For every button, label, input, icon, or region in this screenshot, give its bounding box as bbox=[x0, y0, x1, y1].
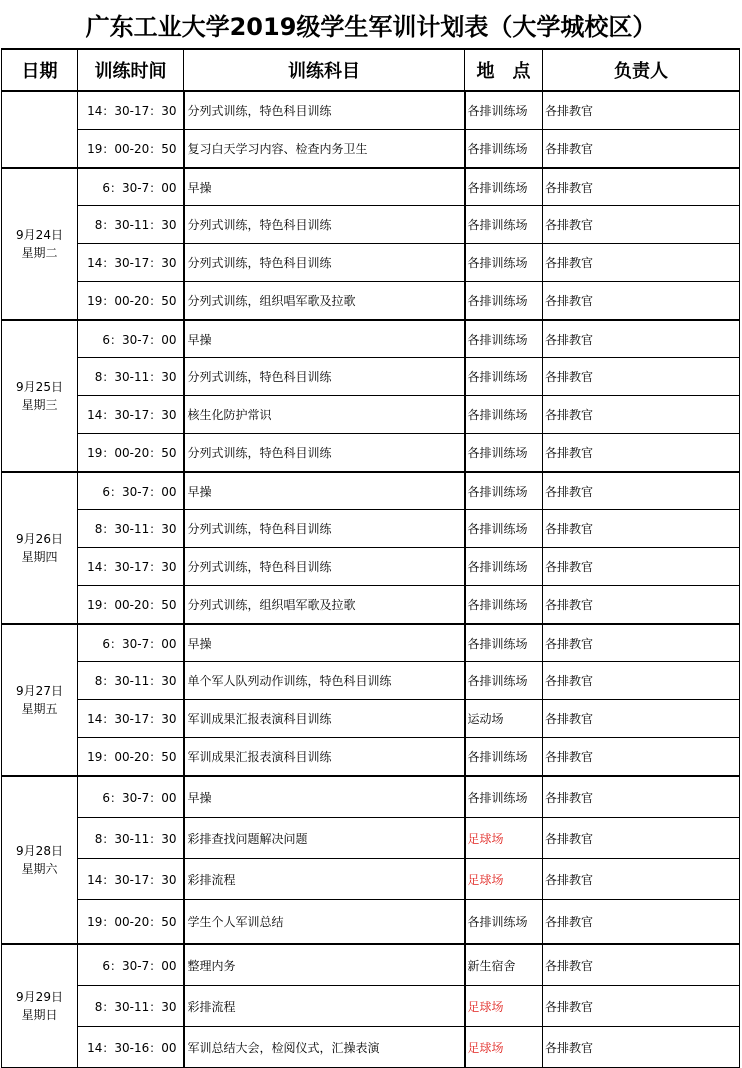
responsible-cell: 各排教官 bbox=[543, 818, 740, 859]
subject-cell: 军训成果汇报表演科目训练 bbox=[184, 738, 465, 777]
header-subject: 训练科目 bbox=[184, 49, 465, 91]
time-cell: 14：30-17：30 bbox=[78, 700, 184, 738]
date-cell bbox=[2, 320, 78, 472]
location-cell: 各排训练场 bbox=[465, 624, 543, 662]
date-label: 9月24日 bbox=[16, 228, 63, 242]
table-row bbox=[2, 738, 740, 777]
responsible-cell: 各排教官 bbox=[543, 91, 740, 130]
time-cell: 19：00-20：50 bbox=[78, 900, 184, 945]
responsible-cell: 各排教官 bbox=[543, 396, 740, 434]
time-cell: 6：30-7：00 bbox=[78, 776, 184, 818]
responsible-cell: 各排教官 bbox=[543, 662, 740, 700]
location-cell: 足球场 bbox=[465, 1027, 543, 1068]
table-row bbox=[2, 282, 740, 321]
table-row bbox=[2, 548, 740, 586]
time-cell: 14：30-16：00 bbox=[78, 1027, 184, 1068]
date-cell bbox=[2, 624, 78, 776]
table-row bbox=[2, 986, 740, 1027]
header-row bbox=[2, 49, 740, 91]
responsible-cell: 各排教官 bbox=[543, 472, 740, 510]
location-cell: 各排训练场 bbox=[465, 900, 543, 945]
table-row bbox=[2, 434, 740, 473]
location-cell: 各排训练场 bbox=[465, 662, 543, 700]
time-cell: 8：30-11：30 bbox=[78, 986, 184, 1027]
responsible-cell: 各排教官 bbox=[543, 738, 740, 777]
time-cell: 6：30-7：00 bbox=[78, 320, 184, 358]
table-row bbox=[2, 244, 740, 282]
location-cell: 各排训练场 bbox=[465, 91, 543, 130]
subject-cell: 分列式训练，组织唱军歌及拉歌 bbox=[184, 586, 465, 625]
time-cell: 6：30-7：00 bbox=[78, 472, 184, 510]
subject-cell: 彩排流程 bbox=[184, 859, 465, 900]
location-cell: 各排训练场 bbox=[465, 244, 543, 282]
header-location: 地 点 bbox=[465, 49, 543, 91]
subject-cell: 学生个人军训总结 bbox=[184, 900, 465, 945]
location-cell: 运动场 bbox=[465, 700, 543, 738]
subject-cell: 分列式训练，特色科目训练 bbox=[184, 358, 465, 396]
subject-cell: 分列式训练，特色科目训练 bbox=[184, 206, 465, 244]
subject-cell: 分列式训练，特色科目训练 bbox=[184, 434, 465, 473]
time-cell: 19：00-20：50 bbox=[78, 434, 184, 473]
date-label: 9月25日 bbox=[16, 380, 63, 394]
subject-cell: 分列式训练，特色科目训练 bbox=[184, 548, 465, 586]
responsible-cell: 各排教官 bbox=[543, 130, 740, 169]
table-body bbox=[2, 91, 740, 1068]
responsible-cell: 各排教官 bbox=[543, 1027, 740, 1068]
subject-cell: 彩排查找问题解决问题 bbox=[184, 818, 465, 859]
header-time: 训练时间 bbox=[78, 49, 184, 91]
subject-cell: 早操 bbox=[184, 168, 465, 206]
date-label: 9月26日 bbox=[16, 532, 63, 546]
date-label: 9月29日 bbox=[16, 990, 63, 1004]
responsible-cell: 各排教官 bbox=[543, 776, 740, 818]
time-cell: 8：30-11：30 bbox=[78, 818, 184, 859]
table-row bbox=[2, 206, 740, 244]
subject-cell: 分列式训练，特色科目训练 bbox=[184, 244, 465, 282]
responsible-cell: 各排教官 bbox=[543, 434, 740, 473]
table-row bbox=[2, 944, 740, 986]
responsible-cell: 各排教官 bbox=[543, 700, 740, 738]
table-row bbox=[2, 859, 740, 900]
header-date: 日期 bbox=[2, 49, 78, 91]
weekday-label: 星期四 bbox=[21, 550, 58, 564]
table-header bbox=[2, 49, 740, 91]
responsible-cell: 各排教官 bbox=[543, 944, 740, 986]
location-cell: 足球场 bbox=[465, 859, 543, 900]
time-cell: 19：00-20：50 bbox=[78, 586, 184, 625]
date-label: 9月27日 bbox=[16, 684, 63, 698]
table-row bbox=[2, 396, 740, 434]
date-cell bbox=[2, 168, 78, 320]
table-row bbox=[2, 700, 740, 738]
time-cell: 19：00-20：50 bbox=[78, 130, 184, 169]
time-cell: 8：30-11：30 bbox=[78, 662, 184, 700]
location-cell: 各排训练场 bbox=[465, 434, 543, 473]
table-row bbox=[2, 358, 740, 396]
time-cell: 14：30-17：30 bbox=[78, 548, 184, 586]
time-cell: 19：00-20：50 bbox=[78, 282, 184, 321]
location-cell: 足球场 bbox=[465, 986, 543, 1027]
table-row bbox=[2, 586, 740, 625]
responsible-cell: 各排教官 bbox=[543, 900, 740, 945]
responsible-cell: 各排教官 bbox=[543, 624, 740, 662]
subject-cell: 早操 bbox=[184, 776, 465, 818]
table-row bbox=[2, 472, 740, 510]
table-row bbox=[2, 1027, 740, 1068]
location-cell: 各排训练场 bbox=[465, 358, 543, 396]
location-cell: 各排训练场 bbox=[465, 548, 543, 586]
location-cell: 各排训练场 bbox=[465, 396, 543, 434]
subject-cell: 早操 bbox=[184, 472, 465, 510]
table-row bbox=[2, 168, 740, 206]
subject-cell: 彩排流程 bbox=[184, 986, 465, 1027]
table-row bbox=[2, 320, 740, 358]
weekday-label: 星期五 bbox=[21, 702, 58, 716]
time-cell: 8：30-11：30 bbox=[78, 510, 184, 548]
location-cell: 各排训练场 bbox=[465, 776, 543, 818]
time-cell: 19：00-20：50 bbox=[78, 738, 184, 777]
responsible-cell: 各排教官 bbox=[543, 320, 740, 358]
subject-cell: 军训总结大会，检阅仪式，汇操表演 bbox=[184, 1027, 465, 1068]
subject-cell: 军训成果汇报表演科目训练 bbox=[184, 700, 465, 738]
time-cell: 6：30-7：00 bbox=[78, 168, 184, 206]
weekday-label: 星期三 bbox=[21, 398, 58, 412]
date-cell bbox=[2, 776, 78, 944]
weekday-label: 星期日 bbox=[21, 1008, 58, 1022]
date-cell bbox=[2, 91, 78, 168]
header-responsible: 负责人 bbox=[543, 49, 740, 91]
time-cell: 8：30-11：30 bbox=[78, 206, 184, 244]
responsible-cell: 各排教官 bbox=[543, 282, 740, 321]
responsible-cell: 各排教官 bbox=[543, 986, 740, 1027]
location-cell: 各排训练场 bbox=[465, 586, 543, 625]
responsible-cell: 各排教官 bbox=[543, 206, 740, 244]
table-row bbox=[2, 91, 740, 130]
time-cell: 14：30-17：30 bbox=[78, 244, 184, 282]
table-row bbox=[2, 818, 740, 859]
responsible-cell: 各排教官 bbox=[543, 859, 740, 900]
location-cell: 各排训练场 bbox=[465, 510, 543, 548]
location-cell: 各排训练场 bbox=[465, 206, 543, 244]
time-cell: 14：30-17：30 bbox=[78, 396, 184, 434]
time-cell: 14：30-17：30 bbox=[78, 859, 184, 900]
location-cell: 各排训练场 bbox=[465, 130, 543, 169]
responsible-cell: 各排教官 bbox=[543, 586, 740, 625]
subject-cell: 单个军人队列动作训练，特色科目训练 bbox=[184, 662, 465, 700]
table-row bbox=[2, 624, 740, 662]
table-row bbox=[2, 776, 740, 818]
time-cell: 6：30-7：00 bbox=[78, 624, 184, 662]
subject-cell: 早操 bbox=[184, 624, 465, 662]
location-cell: 各排训练场 bbox=[465, 472, 543, 510]
responsible-cell: 各排教官 bbox=[543, 548, 740, 586]
subject-cell: 整理内务 bbox=[184, 944, 465, 986]
table-row bbox=[2, 510, 740, 548]
location-cell: 新生宿舍 bbox=[465, 944, 543, 986]
location-cell: 足球场 bbox=[465, 818, 543, 859]
schedule-table bbox=[1, 48, 740, 1068]
responsible-cell: 各排教官 bbox=[543, 168, 740, 206]
date-label: 9月28日 bbox=[16, 844, 63, 858]
page-title: 广东工业大学2019级学生军训计划表（大学城校区） bbox=[85, 12, 657, 41]
weekday-label: 星期二 bbox=[21, 246, 58, 260]
subject-cell: 复习白天学习内容、检查内务卫生 bbox=[184, 130, 465, 169]
subject-cell: 早操 bbox=[184, 320, 465, 358]
subject-cell: 分列式训练，特色科目训练 bbox=[184, 510, 465, 548]
subject-cell: 核生化防护常识 bbox=[184, 396, 465, 434]
time-cell: 14：30-17：30 bbox=[78, 91, 184, 130]
table-row bbox=[2, 662, 740, 700]
responsible-cell: 各排教官 bbox=[543, 510, 740, 548]
time-cell: 8：30-11：30 bbox=[78, 358, 184, 396]
time-cell: 6：30-7：00 bbox=[78, 944, 184, 986]
responsible-cell: 各排教官 bbox=[543, 358, 740, 396]
subject-cell: 分列式训练，特色科目训练 bbox=[184, 91, 465, 130]
date-cell bbox=[2, 944, 78, 1068]
location-cell: 各排训练场 bbox=[465, 738, 543, 777]
date-cell bbox=[2, 472, 78, 624]
weekday-label: 星期六 bbox=[21, 862, 58, 876]
table-row bbox=[2, 900, 740, 945]
responsible-cell: 各排教官 bbox=[543, 244, 740, 282]
subject-cell: 分列式训练，组织唱军歌及拉歌 bbox=[184, 282, 465, 321]
location-cell: 各排训练场 bbox=[465, 320, 543, 358]
location-cell: 各排训练场 bbox=[465, 168, 543, 206]
table-row bbox=[2, 130, 740, 169]
location-cell: 各排训练场 bbox=[465, 282, 543, 321]
